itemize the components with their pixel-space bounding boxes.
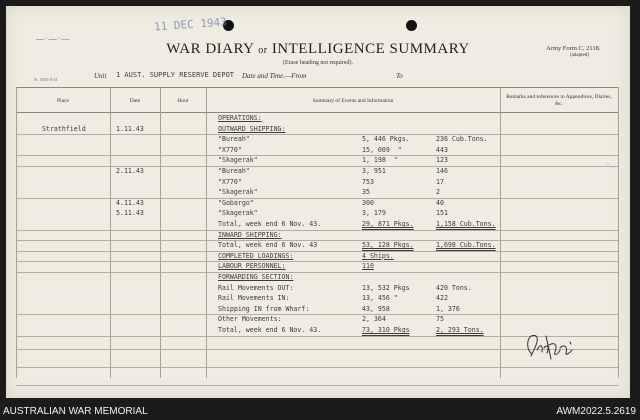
unit-label: Unit (94, 72, 107, 80)
row-rule (16, 155, 618, 156)
footer-accession: AWM2022.5.2619 (556, 406, 636, 417)
row-volume: 40 (436, 198, 444, 207)
row-text: "Skagerak" (218, 188, 258, 197)
header-date: Date (129, 97, 141, 104)
corner-mark: —·—·— (36, 34, 71, 43)
row-text: OPERATIONS: (218, 114, 262, 122)
row-text: Rail Movements OUT: (218, 283, 294, 292)
row-date: 1.11.43 (116, 124, 144, 133)
row-text: "X770" (218, 177, 242, 186)
row-text: "Skagerak" (218, 209, 258, 218)
column-rule (500, 87, 501, 378)
row-rule (16, 230, 618, 231)
column-rule (16, 87, 17, 378)
row-text: INWARD SHIPPING: (218, 230, 282, 239)
form-number: Army Form C. 2118. (546, 45, 601, 52)
header-place: Place (57, 97, 69, 104)
punch-hole-right (406, 20, 417, 31)
row-quantity: 110 (362, 262, 374, 271)
title-war-diary: WAR DIARY (166, 41, 254, 57)
row-rule (16, 367, 618, 368)
ink-mark: ~ , (606, 160, 615, 169)
page-title (6, 41, 630, 58)
row-quantity: 29, 871 Pkgs. (362, 220, 414, 228)
row-text: Total, week end 6 Nov. 43 (218, 241, 318, 250)
row-quantity: 3, 951 (362, 167, 386, 175)
row-quantity: 73, 310 Pkgs (362, 326, 410, 334)
row-quantity: 3, 179 (362, 209, 386, 218)
row-quantity: 5, 446 Pkgs. (362, 135, 410, 144)
row-quantity: 753 (362, 177, 374, 186)
diary-sheet (6, 6, 630, 398)
row-text: FORWARDING SECTION: (218, 273, 294, 281)
header-hour: Hour (177, 97, 189, 104)
table-top-rule (16, 87, 618, 88)
row-text: "Gobargo" (218, 198, 254, 207)
column-rule (618, 87, 619, 378)
row-text: Other Movements: (218, 315, 282, 324)
unit-value: 1 AUST. SUPPLY RESERVE DEPOT (116, 71, 235, 79)
row-volume: 236 Cub.Tons. (436, 135, 488, 144)
row-text: "Skagerak" (218, 156, 258, 165)
header-remarks: Remarks and references to Appendices, Diaries, &c. (506, 94, 612, 107)
row-quantity: 43, 958 (362, 304, 390, 313)
row-rule (16, 134, 618, 135)
row-volume: 146 (436, 167, 448, 175)
row-place: Strathfield (42, 124, 86, 133)
table-header-rule (16, 112, 618, 113)
row-text: LABOUR PERSONNEL: (218, 262, 286, 271)
form-id (546, 45, 601, 58)
row-text: "Bureah" (218, 135, 250, 144)
row-volume: 2, 293 Tons. (436, 326, 484, 334)
column-rule (110, 87, 111, 378)
row-date: 2.11.43 (116, 167, 144, 175)
row-date: 4.11.43 (116, 198, 144, 207)
row-quantity: 35 (362, 188, 370, 197)
row-rule (16, 314, 618, 315)
row-quantity: 15, 009 " (362, 145, 402, 154)
column-rule (206, 87, 207, 378)
row-volume: 2 (436, 188, 440, 197)
row-volume: 1,698 Cub.Tons. (436, 241, 496, 250)
title-intelligence-summary: INTELLIGENCE SUMMARY (271, 41, 470, 57)
row-rule (16, 166, 618, 167)
row-volume: 420 Tons. (436, 283, 472, 292)
row-quantity: 300 (362, 198, 374, 207)
row-text: COMPLETED LOADINGS: (218, 251, 294, 260)
row-volume: 1,158 Cub.Tons. (436, 220, 496, 228)
row-rule (16, 198, 618, 199)
form-adapted: (adapted) (570, 53, 589, 58)
column-rule (160, 87, 161, 378)
footer-institution: AUSTRALIAN WAR MEMORIAL (3, 406, 148, 417)
row-quantity: 13, 456 " (362, 294, 398, 303)
date-time-label: Date and Time.—From (242, 72, 307, 80)
row-rule (16, 251, 618, 252)
row-text: "Bureah" (218, 167, 250, 175)
row-volume: 75 (436, 315, 444, 324)
row-quantity: 2, 364 (362, 315, 386, 324)
title-subtitle: (Erase heading not required). (283, 60, 353, 66)
row-text: Total, week end 6 Nov. 43. (218, 326, 322, 334)
row-volume: 123 (436, 156, 448, 165)
row-text: Total, week end 6 Nov. 43. (218, 220, 322, 228)
row-rule (16, 272, 618, 273)
row-volume: 151 (436, 209, 448, 218)
form-code: N. 1059 S/31 (34, 77, 58, 82)
date-stamp: 11 DEC 1943 (153, 15, 228, 34)
row-volume: 443 (436, 145, 448, 154)
row-text: OUTWARD SHIPPING: (218, 124, 286, 133)
row-volume: 1, 376 (436, 304, 460, 313)
title-or: or (258, 45, 268, 56)
to-label: To (396, 72, 403, 80)
row-quantity: 4 Ships. (362, 251, 394, 260)
row-volume: 422 (436, 294, 448, 303)
row-text: "X770" (218, 145, 242, 154)
row-date: 5.11.43 (116, 209, 144, 218)
row-text: Shipping IN from Wharf: (218, 304, 310, 313)
row-quantity: 53, 128 Pkgs. (362, 241, 414, 250)
row-rule (16, 385, 618, 386)
row-rule (16, 261, 618, 262)
row-text: Rail Movements IN: (218, 294, 290, 303)
row-volume: 17 (436, 177, 444, 186)
row-quantity: 1, 198 " (362, 156, 398, 165)
row-quantity: 13, 532 Pkgs (362, 283, 410, 292)
signature (522, 326, 578, 366)
header-summary: Summary of Events and Information (312, 97, 394, 104)
